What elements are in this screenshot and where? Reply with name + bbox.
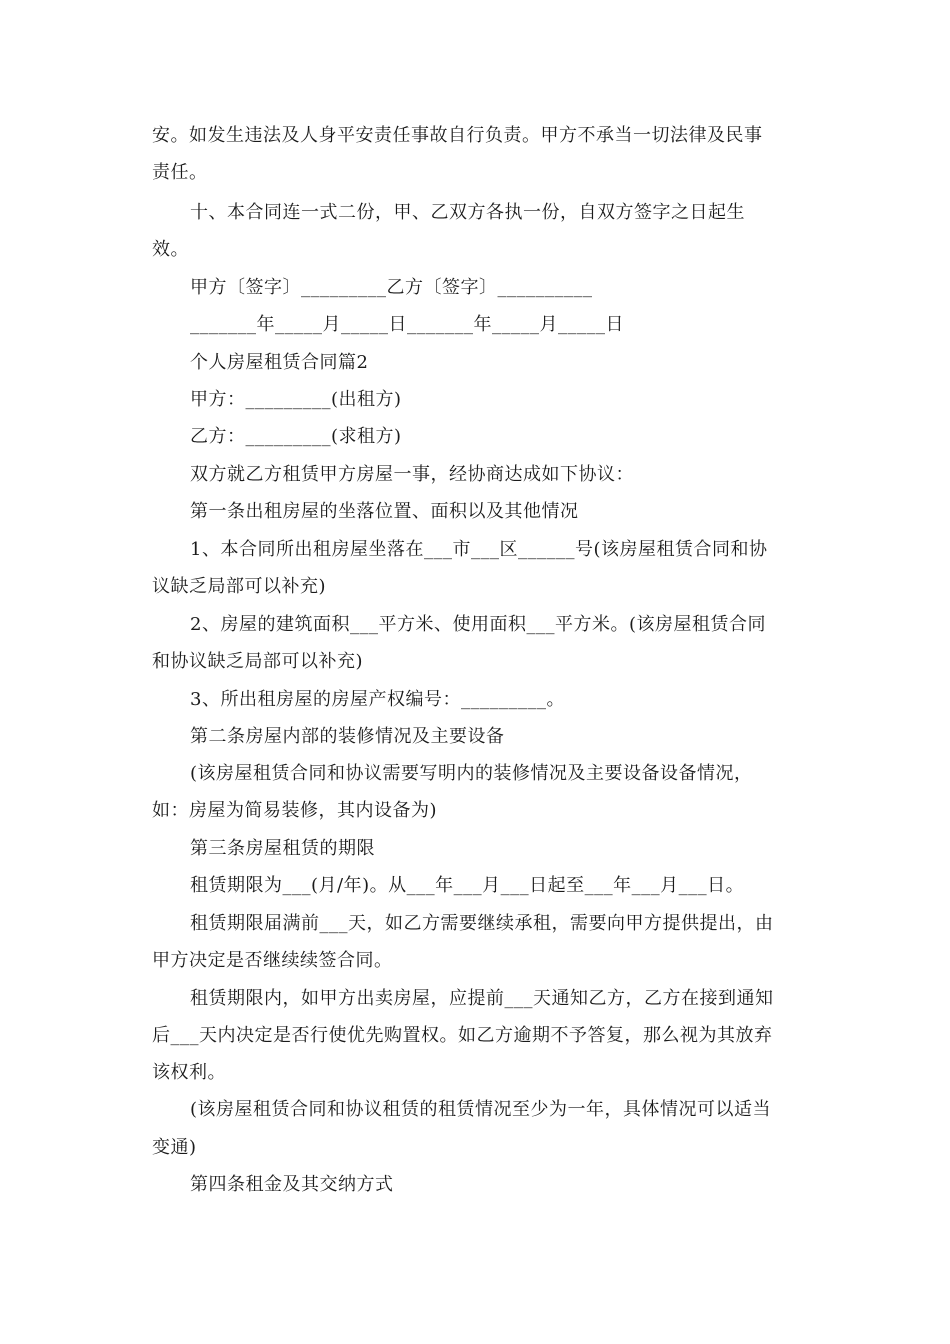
article-heading: 第四条租金及其交纳方式 <box>190 1174 394 1195</box>
text-line: 双方就乙方租赁甲方房屋一事，经协商达成如下协议： <box>190 464 634 485</box>
text-line: 十、本合同连一式二份，甲、乙双方各执一份，自双方签字之日起生 <box>190 202 745 223</box>
text-line: 安。如发生违法及人身平安责任事故自行负责。甲方不承当一切法律及民事 <box>152 125 763 146</box>
text-line: 1、本合同所出租房屋坐落在___市___区______号(该房屋租赁合同和协 <box>190 539 768 560</box>
date-line: _______年_____月_____日_______年_____月_____日 <box>190 314 624 335</box>
article-heading: 第三条房屋租赁的期限 <box>190 838 375 859</box>
text-line: (该房屋租赁合同和协议需要写明内的装修情况及主要设备设备情况， <box>190 763 753 784</box>
text-line: 租赁期限届满前___天，如乙方需要继续承租，需要向甲方提供提出，由 <box>190 913 774 934</box>
text-line: (该房屋租赁合同和协议租赁的租赁情况至少为一年，具体情况可以适当 <box>190 1099 772 1120</box>
text-line: 该权利。 <box>152 1062 226 1083</box>
text-line: 变通) <box>152 1137 197 1158</box>
text-line: 甲方决定是否继续续签合同。 <box>152 950 393 971</box>
text-line: 后___天内决定是否行使优先购置权。如乙方逾期不予答复，那么视为其放弃 <box>152 1025 773 1046</box>
party-b-line: 乙方：_________(求租方) <box>190 426 402 447</box>
article-heading: 第一条出租房屋的坐落位置、面积以及其他情况 <box>190 501 579 522</box>
text-line: 责任。 <box>152 162 208 183</box>
text-line: 2、房屋的建筑面积___平方米、使用面积___平方米。(该房屋租赁合同 <box>190 614 766 635</box>
text-line: 3、所出租房屋的房屋产权编号：_________。 <box>190 689 565 710</box>
party-a-line: 甲方：_________(出租方) <box>190 389 402 410</box>
text-line: 效。 <box>152 239 189 260</box>
text-line: 议缺乏局部可以补充) <box>152 576 327 597</box>
text-line: 租赁期限内，如甲方出卖房屋，应提前___天通知乙方，乙方在接到通知 <box>190 988 774 1009</box>
text-line: 租赁期限为___(月/年)。从___年___月___日起至___年___月___日。 <box>190 875 745 896</box>
signature-line: 甲方〔签字〕_________乙方〔签字〕__________ <box>190 277 593 298</box>
article-heading: 第二条房屋内部的装修情况及主要设备 <box>190 726 505 747</box>
text-line: 如：房屋为简易装修，其内设备为) <box>152 800 438 821</box>
section-title: 个人房屋租赁合同篇2 <box>190 352 369 373</box>
text-line: 和协议缺乏局部可以补充) <box>152 651 364 672</box>
